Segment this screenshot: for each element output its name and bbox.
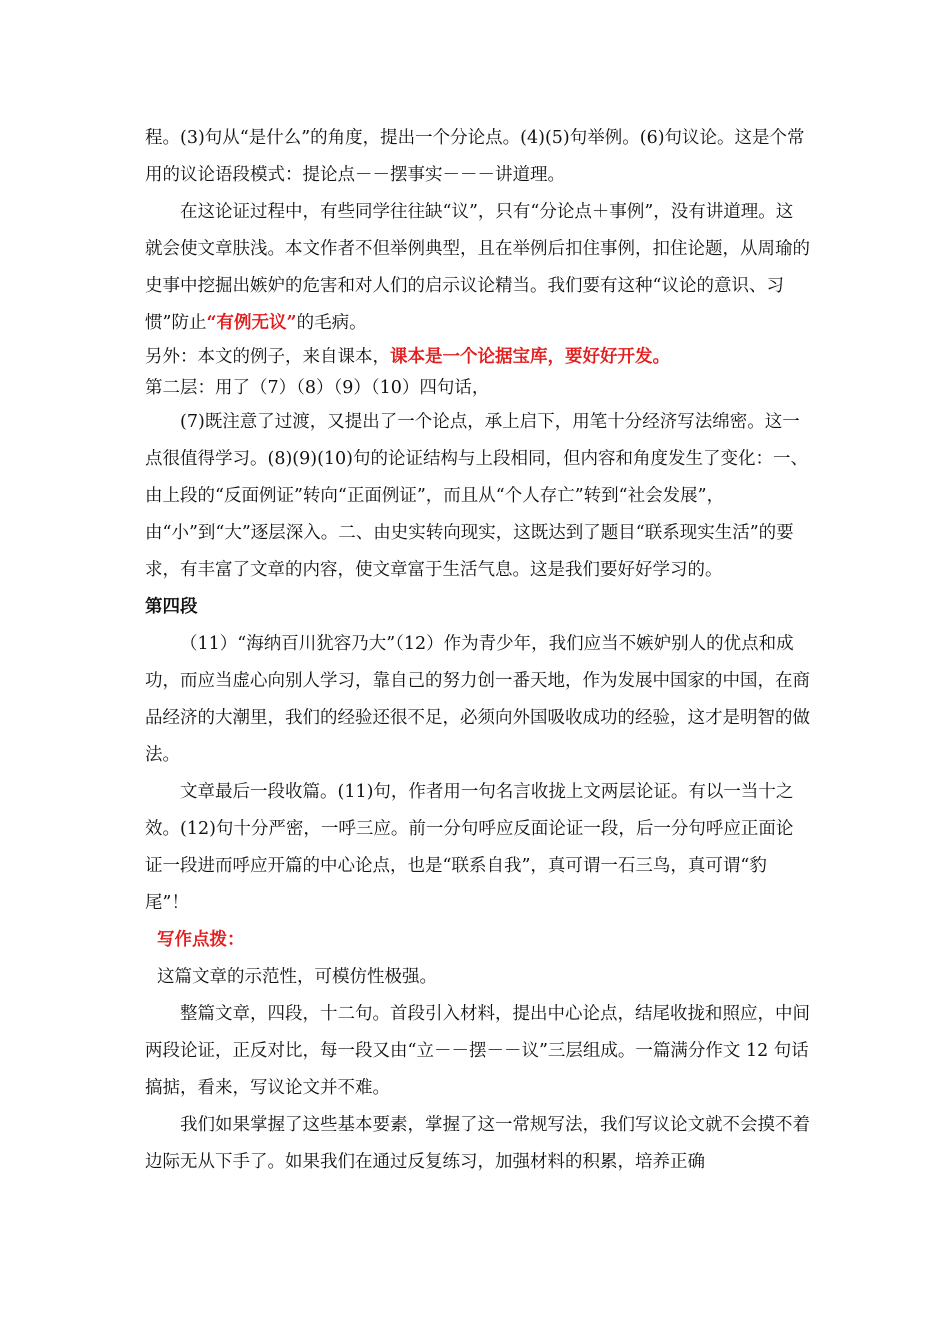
paragraph-no-argument-warning <box>145 194 810 342</box>
paragraph-second-layer: 第二层：用了（7）（8）（9）（10）四句话， <box>145 378 490 398</box>
highlight-textbook-treasury: 课本是一个论据宝库，要好好开发。 <box>390 347 670 367</box>
paragraph-text: 在这论证过程中，有些同学往往缺“议”，只有“分论点＋事例”，没有讲道理。这就会使文章肤浅。本文作者不但举例典型，且在举例后扣住事例，扣住论题，从周瑜的史事中挖掘出嫉妒的危害和对人们的启示议论精当。我们要有这种“议论的意识、习惯”防止 <box>145 202 810 333</box>
paragraph-text-end: 的毛病。 <box>296 313 367 333</box>
paragraph-analysis-pattern: 程。(3)句从“是什么”的角度，提出一个分论点。(4)(5)句举例。(6)句议论。这是个常用的议论语段模式：提论点－－摆事实－－－讲道理。 <box>145 128 805 185</box>
paragraph-fourth-quote: （11）“海纳百川犹容乃大”（12）作为青少年，我们应当不嫉妒别人的优点和成功，而应当虚心向别人学习，靠自己的努力创一番天地，作为发展中国家的中国，在商品经济的大潮里，我们的经验还很不足，必须向外国吸收成功的经验，这才是明智的做法。 <box>145 634 810 765</box>
paragraph-model-essay: 这篇文章的示范性，可模仿性极强。 <box>157 967 437 987</box>
note-text: 另外：本文的例子，来自课本， <box>145 347 390 367</box>
paragraph-structure-summary: 整篇文章，四段，十二句。首段引入材料，提出中心论点，结尾收拢和照应，中间两段论证，正反对比，每一段又由“立－－摆－－议”三层组成。一篇满分作文 12 句话搞掂，看来，写议论文并不难。 <box>145 1004 810 1098</box>
highlight-example-without-argument: “有例无议” <box>206 313 297 333</box>
section-heading-writing-tips: 写作点拨： <box>157 930 245 950</box>
paragraph-second-layer-analysis: (7)既注意了过渡，又提出了一个论点，承上启下，用笔十分经济写法绵密。这一点很值得学习。(8)(9)(10)句的论证结构与上段相同，但内容和角度发生了变化：一、由上段的“反面例证”转向“正面例证”，而且从“个人存亡”转到“社会发展”，由“小”到“大”逐层深入。二、由史实转向现实，这既达到了题目“联系现实生活”的要求，有丰富了文章的内容，使文章富于生活气息。这是我们要好好学习的。 <box>145 412 808 580</box>
document-body <box>145 120 810 1181</box>
paragraph-conclusion-analysis: 文章最后一段收篇。(11)句，作者用一句名言收拢上文两层论证。有以一当十之效。(12)句十分严密，一呼三应。前一分句呼应反面论证一段，后一分句呼应正面论证一段进而呼应开篇的中心论点，也是“联系自我”，真可谓一石三鸟，真可谓“豹尾”！ <box>145 782 794 913</box>
paragraph-practice-advice: 我们如果掌握了这些基本要素，掌握了这一常规写法，我们写议论文就不会摸不着边际无从下手了。如果我们在通过反复练习，加强材料的积累，培养正确 <box>145 1115 810 1172</box>
paragraph-textbook-note <box>145 342 810 373</box>
section-heading-fourth-paragraph: 第四段 <box>145 597 198 617</box>
